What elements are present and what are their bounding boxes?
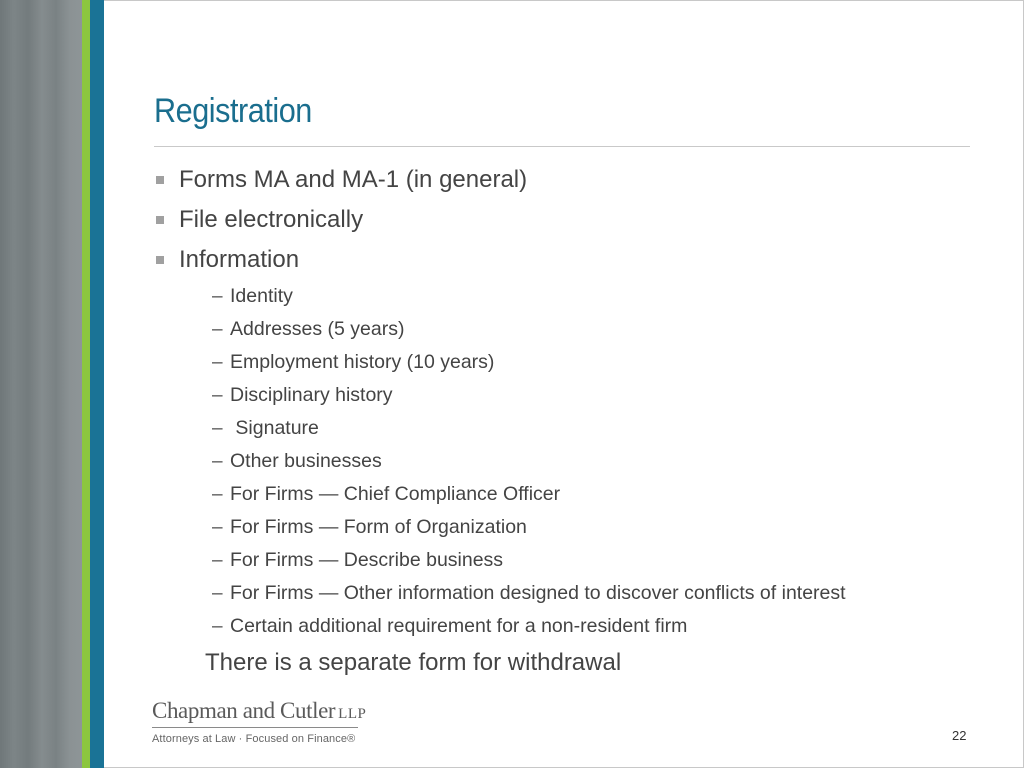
slide-title: Registration <box>154 92 312 130</box>
closing-note: There is a separate form for withdrawal <box>205 649 622 676</box>
sub-bullet-text: Addresses (5 years) <box>230 318 405 340</box>
sub-bullet-item <box>154 445 994 478</box>
company-logo <box>152 698 366 745</box>
dash-bullet-icon: – <box>212 351 223 373</box>
logo-rule <box>152 727 358 728</box>
sub-bullet-text: For Firms — Form of Organization <box>230 516 527 538</box>
bullet-item <box>154 200 994 240</box>
dash-bullet-icon: – <box>212 615 223 637</box>
dash-bullet-icon: – <box>212 318 223 340</box>
sub-bullet-text: Identity <box>230 285 293 307</box>
logo-name: Chapman and Cutler <box>152 698 336 723</box>
dash-bullet-icon: – <box>212 417 223 439</box>
sub-bullet-item <box>154 280 994 313</box>
sub-bullet-text: Certain additional requirement for a non-resident firm <box>230 615 688 637</box>
decorative-side-stripes <box>0 0 104 768</box>
square-bullet-icon <box>156 176 164 184</box>
bullet-text: Information <box>179 246 300 273</box>
slide-content <box>154 160 994 677</box>
sub-bullet-item <box>154 544 994 577</box>
sub-bullet-item <box>154 478 994 511</box>
sub-bullet-text: Disciplinary history <box>230 384 393 406</box>
dash-bullet-icon: – <box>212 450 223 472</box>
bullet-item <box>154 240 994 280</box>
sub-bullet-item <box>154 346 994 379</box>
sub-bullet-text: For Firms — Describe business <box>230 549 504 571</box>
logo-suffix: LLP <box>338 706 367 722</box>
square-bullet-icon <box>156 256 164 264</box>
dash-bullet-icon: – <box>212 384 223 406</box>
sub-bullet-item <box>154 610 994 643</box>
dash-bullet-icon: – <box>212 582 223 604</box>
sub-bullet-item <box>154 379 994 412</box>
sub-bullet-text: Employment history (10 years) <box>230 351 495 373</box>
sub-bullet-text: For Firms — Chief Compliance Officer <box>230 483 561 505</box>
sub-bullet-item <box>154 313 994 346</box>
dash-bullet-icon: – <box>212 516 223 538</box>
dash-bullet-icon: – <box>212 549 223 571</box>
sub-bullet-item <box>154 412 994 445</box>
dash-bullet-icon: – <box>212 285 223 307</box>
logo-tagline: Attorneys at Law · Focused on Finance® <box>152 733 356 745</box>
bullet-text: File electronically <box>179 206 364 233</box>
sub-bullet-text: Other businesses <box>230 450 382 472</box>
dash-bullet-icon: – <box>212 483 223 505</box>
title-divider <box>154 146 970 147</box>
square-bullet-icon <box>156 216 164 224</box>
sub-bullet-text: For Firms — Other information designed to discover conflicts of interest <box>230 582 846 604</box>
sub-bullet-item <box>154 577 994 610</box>
sub-bullet-text: Signature <box>230 417 319 439</box>
bullet-text: Forms MA and MA-1 (in general) <box>179 166 528 193</box>
page-number: 22 <box>952 728 967 743</box>
sub-bullet-item <box>154 511 994 544</box>
bullet-item <box>154 160 994 200</box>
logo-wordmark <box>152 698 366 724</box>
